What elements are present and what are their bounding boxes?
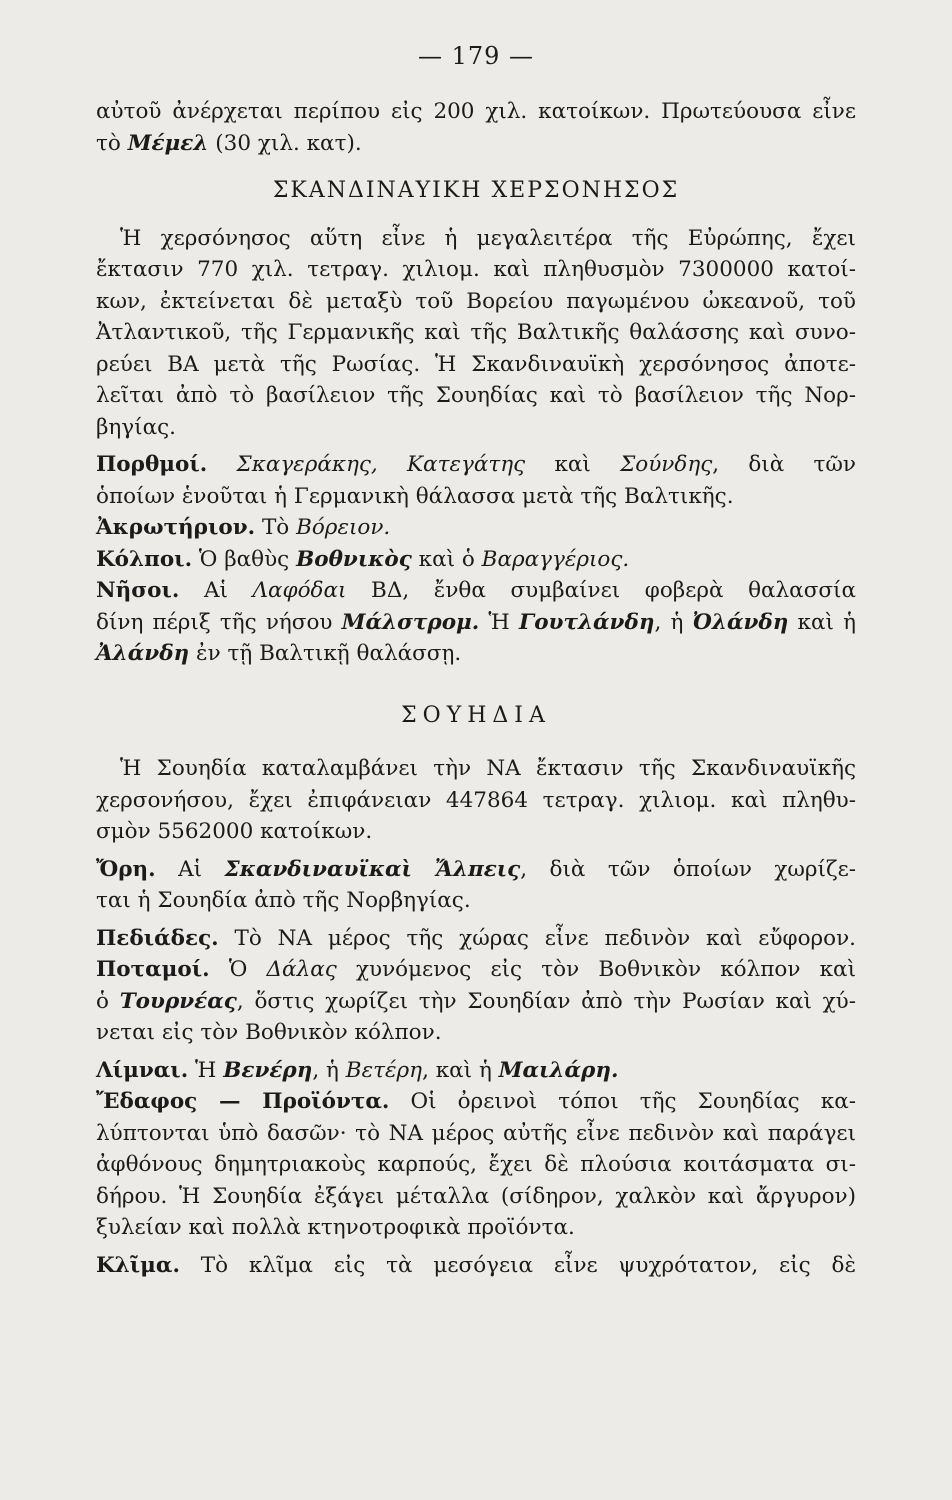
mountains-text-b: , διὰ τῶν ὁποίων χωρίζε- [520,856,857,882]
lakes-line [96,1055,856,1087]
island-lofoten: Λαφόδαι [252,578,347,603]
islands-text-f: καὶ ἡ [788,609,856,635]
rivers-line-1 [96,954,856,986]
intro-text-end: (30 χιλ. κατ). [208,130,362,156]
section-heading-sweden: ΣΟΥΗΔΙΑ [401,702,551,728]
straits-and: καὶ [525,452,621,477]
scandinavia-line-2: ἔκτασιν 770 χιλ. τετραγ. χιλιομ. καὶ πληθυσμὸν 7300000 κατοί- [96,257,856,282]
sweden-line-3: σμὸν 5562000 κατοίκων. [96,819,373,844]
scandinavia-line-3: κων, ἐκτείνεται δὲ μεταξὺ τοῦ Βορείου παγωμένου ὠκεανοῦ, τοῦ [96,288,856,314]
city-memel: Μέμελ [127,130,209,156]
climate-label: Κλῖμα. [96,1252,180,1278]
section-heading-scandinavia: ΣΚΑΝΔΙΝΑΥΙΚΗ ΧΕΡΣΟΝΗΣΟΣ [272,178,680,203]
islands-line-3 [96,638,856,670]
straits-label: Πορθμοί. [96,452,208,477]
lakes-label: Λίμναι. [96,1057,189,1083]
soil-line-5: ξυλείαν καὶ πολλὰ κτηνοτροφικὰ προϊόντα. [96,1215,575,1240]
rivers-line-3: νεται εἰς τὸν Βοθνικὸν κόλπον. [96,1020,442,1045]
scandinavia-line-5: ρεύει ΒΑ μετὰ τῆς Ρωσίας. Ἡ Σκανδιναυϊκὴ χερσόνησος ἀποτε- [96,351,856,377]
plains-line [96,923,856,955]
islands-line-1 [96,575,856,607]
gulfs-label: Κόλποι. [96,546,193,572]
plains-text: Τὸ ΝΑ μέρος τῆς χώρας εἶνε πεδινὸν καὶ εὔφορον. [218,925,856,951]
scandinavia-line-1: Ἡ χερσόνησος αὕτη εἶνε ἡ μεγαλειτέρα τῆς Εὐρώπης, ἔχει [120,225,856,251]
soil-line-1 [96,1086,856,1118]
river-dal: Δάλας [266,957,337,982]
islands-label: Νῆσοι. [96,578,180,603]
islands-line-2 [96,607,856,639]
maelstrom: Μάλστρομ. [341,609,480,635]
mountains-line-1 [96,854,856,886]
soil-line-3: ἀφθόνους δημητριακοὺς καρπούς, ἔχει δὲ πλούσια κοιτάσματα σι- [96,1152,856,1177]
rivers-text-c: ὁ [96,988,120,1014]
gulfs-text-a: Ὁ βαθὺς [192,546,297,572]
mountains-text-a: Αἱ [155,856,225,882]
scandinavian-alps: Σκανδιναυϊκαὶ Ἄλπεις [224,856,521,882]
intro-line-1: αὐτοῦ ἀνέρχεται περίπου εἰς 200 χιλ. κατοίκων. Πρωτεύουσα εἶνε [96,99,856,124]
mountains-line-2: ται ἡ Σουηδία ἀπὸ τῆς Νορβηγίας. [96,888,471,913]
mountains-label: Ὄρη. [96,856,156,882]
islands-text-b: ΒΔ, ἔνθα συμβαίνει φοβερὰ θαλασσία [346,578,856,603]
page-number: — 179 — [417,42,535,70]
gulfs-text-b: καὶ ὁ [411,546,482,572]
lake-vanern: Βενέρη [223,1057,313,1083]
straits-names: Σκαγεράκης, Κατεγάτης [236,452,526,477]
sweden-line-2: χερσονήσου, ἔχει ἐπιφάνειαν 447864 τετραγ. χιλιομ. καὶ πληθυ- [96,787,856,813]
page-body [96,96,856,1281]
island-oland: Ὀλάνδη [692,609,789,635]
islands-text-d: Ἡ [479,609,519,635]
scandinavia-line-4: Ἀτλαντικοῦ, τῆς Γερμανικῆς καὶ τῆς Βαλτικῆς θαλάσσης καὶ συνο- [96,320,856,345]
climate-text: Τὸ κλῖμα εἰς τὰ μεσόγεια εἶνε ψυχρότατον, εἰς δὲ [179,1252,856,1278]
island-gotland: Γουτλάνδη [518,609,655,635]
sweden-line-1: Ἡ Σουηδία καταλαμβάνει τὴν ΝΑ ἔκτασιν τῆς Σκανδιναυϊκῆς [120,756,856,781]
gulf-varanger: Βαραγγέριος. [481,546,630,572]
soil-line-2: λύπτονται ὑπὸ δασῶν· τὸ ΝΑ μέρος αὐτῆς εἶνε πεδινὸν καὶ παράγει [96,1120,856,1146]
islands-text-g: ἐν τῇ Βαλτικῇ θαλάσσῃ. [189,641,462,666]
islands-text-a: Αἱ [179,578,253,603]
lakes-text-c: , καὶ ἡ [422,1057,499,1083]
lake-vattern: Βετέρη [345,1057,423,1083]
islands-text-c: δίνη πέριξ τῆς νήσου [96,609,342,635]
plains-label: Πεδιάδες. [96,925,219,951]
gulfs-line [96,544,856,576]
climate-line [96,1250,856,1282]
intro-text: τὸ [96,130,128,156]
island-aland: Ἀλάνδη [96,641,190,666]
lakes-text-a: Ἡ [188,1057,224,1083]
straits-rest: , διὰ τῶν [712,452,856,477]
rivers-label: Ποταμοί. [96,957,210,982]
cape-name: Βόρειον. [296,515,391,540]
soil-text: Οἱ ὀρεινοὶ τόποι τῆς Σουηδίας κα- [389,1089,856,1114]
river-torne: Τουρνέας [119,988,237,1014]
straits-line-2: ὁποίων ἑνοῦται ἡ Γερμανικὴ θάλασσα μετὰ τῆς Βαλτικῆς. [96,483,734,509]
cape-text: Τὸ [255,515,297,540]
scandinavia-line-7: βηγίας. [96,414,176,440]
rivers-text-b: χυνόμενος εἰς τὸν Βοθνικὸν κόλπον καὶ [336,957,856,982]
gulf-bothnian: Βοθνικὸς [296,546,412,572]
soil-label: Ἔδαφος — Προϊόντα. [96,1089,390,1114]
rivers-text-a: Ὁ [209,957,267,982]
intro-line-2 [96,128,856,160]
soil-line-4: δήρου. Ἡ Σουηδία ἐξάγει μέταλλα (σίδηρον, χαλκὸν καὶ ἄργυρον) [96,1183,856,1209]
straits-line-1 [96,449,856,481]
cape-label: Ἀκρωτήριον. [96,515,256,540]
lake-malaren: Μαιλάρη. [498,1057,619,1083]
islands-text-e: , ἡ [654,609,693,635]
scandinavia-line-6: λεῖται ἀπὸ τὸ βασίλειον τῆς Σουηδίας καὶ τὸ βασίλειον τῆς Νορ- [96,383,856,408]
cape-line [96,512,856,544]
rivers-text-d: , ὅστις χωρίζει τὴν Σουηδίαν ἀπὸ τὴν Ρωσίαν καὶ χύ- [236,988,856,1014]
rivers-line-2 [96,986,856,1018]
lakes-text-b: , ἡ [312,1057,346,1083]
strait-sound: Σούνδης [620,452,713,477]
